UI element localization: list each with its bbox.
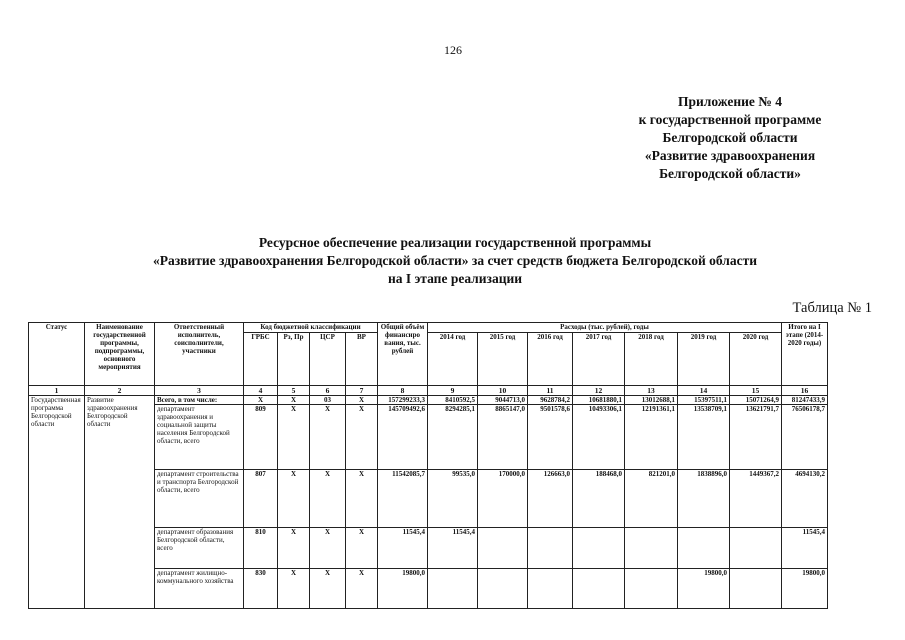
header-status: Статус — [29, 323, 85, 386]
appendix-block — [600, 93, 860, 183]
rzpr-cell: X — [278, 396, 310, 405]
year-cell: 1449367,2 — [730, 470, 782, 528]
year-cell: 8294285,1 — [428, 405, 478, 470]
executor-cell: департамент строительства и транспорта Белгородской области, всего — [155, 470, 244, 528]
csr-cell: X — [310, 528, 346, 569]
resource-table — [28, 322, 828, 609]
total-cell: 11545,4 — [378, 528, 428, 569]
year-cell — [528, 528, 573, 569]
header-grbs: ГРБС — [244, 333, 278, 386]
column-number: 12 — [573, 386, 625, 396]
csr-cell: X — [310, 470, 346, 528]
year-cell — [428, 569, 478, 609]
year-cell: 11545,4 — [428, 528, 478, 569]
appendix-line: Белгородской области» — [659, 166, 801, 181]
total-cell: 157299233,3 — [378, 396, 428, 405]
grbs-cell: 830 — [244, 569, 278, 609]
vr-cell: X — [346, 569, 378, 609]
vr-cell: X — [346, 396, 378, 405]
rzpr-cell: X — [278, 470, 310, 528]
column-number: 5 — [278, 386, 310, 396]
year-cell: 188468,0 — [573, 470, 625, 528]
year-cell: 10493306,1 — [573, 405, 625, 470]
csr-cell: X — [310, 569, 346, 609]
year-cell: 15397511,1 — [678, 396, 730, 405]
header-row — [29, 323, 828, 333]
year-cell: 1838896,0 — [678, 470, 730, 528]
table-label: Таблица № 1 — [792, 300, 872, 316]
column-number: 6 — [310, 386, 346, 396]
header-year: 2019 год — [678, 333, 730, 386]
header-year: 2017 год — [573, 333, 625, 386]
total-cell: 19800,0 — [378, 569, 428, 609]
year-cell — [528, 569, 573, 609]
column-number: 3 — [155, 386, 244, 396]
total-cell: 145709492,6 — [378, 405, 428, 470]
stage-total-cell: 81247433,9 — [782, 396, 828, 405]
header-year: 2018 год — [625, 333, 678, 386]
year-cell: 13012688,1 — [625, 396, 678, 405]
year-cell — [573, 528, 625, 569]
year-cell: 15071264,9 — [730, 396, 782, 405]
appendix-line: Приложение № 4 — [678, 94, 782, 109]
column-number: 15 — [730, 386, 782, 396]
appendix-line: к государственной программе — [638, 112, 822, 127]
column-number: 4 — [244, 386, 278, 396]
year-cell: 8865147,0 — [478, 405, 528, 470]
year-cell: 13621791,7 — [730, 405, 782, 470]
header-expenses: Расходы (тыс. рублей), годы — [428, 323, 782, 333]
title-line: Ресурсное обеспечение реализации государственной программы — [258, 235, 652, 250]
year-cell: 821201,0 — [625, 470, 678, 528]
column-number: 1 — [29, 386, 85, 396]
column-number: 13 — [625, 386, 678, 396]
year-cell — [730, 569, 782, 609]
executor-cell: Всего, в том числе: — [155, 396, 244, 405]
grbs-cell: 807 — [244, 470, 278, 528]
year-cell: 8410592,5 — [428, 396, 478, 405]
year-cell: 10681880,1 — [573, 396, 625, 405]
rzpr-cell: X — [278, 528, 310, 569]
year-cell: 13538709,1 — [678, 405, 730, 470]
header-stage-total: Итого на I этапе (2014-2020 годы) — [782, 323, 828, 386]
year-cell — [573, 569, 625, 609]
column-number-row — [29, 386, 828, 396]
year-cell: 9628784,2 — [528, 396, 573, 405]
year-cell — [625, 528, 678, 569]
column-number: 2 — [85, 386, 155, 396]
year-cell: 9044713,0 — [478, 396, 528, 405]
program-name-cell: Развитие здравоохранения Белгородской области — [85, 396, 155, 609]
year-cell: 9501578,6 — [528, 405, 573, 470]
title-line: «Развитие здравоохранения Белгородской области» за счет средств бюджета Белгородской области — [153, 253, 757, 268]
header-total: Общий объём финансиро вания, тыс. рублей — [378, 323, 428, 386]
year-cell — [678, 528, 730, 569]
executor-cell: департамент жилищно-коммунального хозяйства — [155, 569, 244, 609]
column-number: 7 — [346, 386, 378, 396]
executor-cell: департамент здравоохранения и социальной защиты населения Белгородской области, всего — [155, 405, 244, 470]
column-number: 10 — [478, 386, 528, 396]
csr-cell: 03 — [310, 396, 346, 405]
year-cell: 170000,0 — [478, 470, 528, 528]
vr-cell: X — [346, 528, 378, 569]
year-cell: 12191361,1 — [625, 405, 678, 470]
stage-total-cell: 4694130,2 — [782, 470, 828, 528]
page-number: 126 — [444, 43, 462, 57]
document-title — [60, 234, 850, 288]
stage-total-cell: 19800,0 — [782, 569, 828, 609]
column-number: 9 — [428, 386, 478, 396]
appendix-line: «Развитие здравоохранения — [644, 148, 816, 163]
header-budget-code: Код бюджетной классификации — [244, 323, 378, 333]
header-executor: Ответственный исполнитель, соисполнители, участники — [155, 323, 244, 386]
stage-total-cell: 11545,4 — [782, 528, 828, 569]
year-cell: 19800,0 — [678, 569, 730, 609]
column-number: 8 — [378, 386, 428, 396]
grbs-cell: X — [244, 396, 278, 405]
header-year: 2015 год — [478, 333, 528, 386]
header-year: 2020 год — [730, 333, 782, 386]
column-number: 11 — [528, 386, 573, 396]
header-rzpr: Рз, Пр — [278, 333, 310, 386]
total-cell: 11542085,7 — [378, 470, 428, 528]
appendix-line: Белгородской области — [662, 130, 798, 145]
vr-cell: X — [346, 470, 378, 528]
header-year: 2016 год — [528, 333, 573, 386]
column-number: 16 — [782, 386, 828, 396]
rzpr-cell: X — [278, 405, 310, 470]
year-cell: 99535,0 — [428, 470, 478, 528]
rzpr-cell: X — [278, 569, 310, 609]
year-cell — [478, 569, 528, 609]
grbs-cell: 810 — [244, 528, 278, 569]
table-row — [29, 396, 828, 405]
grbs-cell: 809 — [244, 405, 278, 470]
column-number: 14 — [678, 386, 730, 396]
header-year: 2014 год — [428, 333, 478, 386]
vr-cell: X — [346, 405, 378, 470]
header-vr: ВР — [346, 333, 378, 386]
title-line: на I этапе реализации — [387, 271, 523, 286]
year-cell: 126663,0 — [528, 470, 573, 528]
header-csr: ЦСР — [310, 333, 346, 386]
year-cell — [625, 569, 678, 609]
stage-total-cell: 76506178,7 — [782, 405, 828, 470]
status-cell: Государственная программа Белгородской области — [29, 396, 85, 609]
executor-cell: департамент образования Белгородской области, всего — [155, 528, 244, 569]
year-cell — [730, 528, 782, 569]
year-cell — [478, 528, 528, 569]
header-name: Наименование государственной программы, подпрограммы, основного мероприятия — [85, 323, 155, 386]
csr-cell: X — [310, 405, 346, 470]
